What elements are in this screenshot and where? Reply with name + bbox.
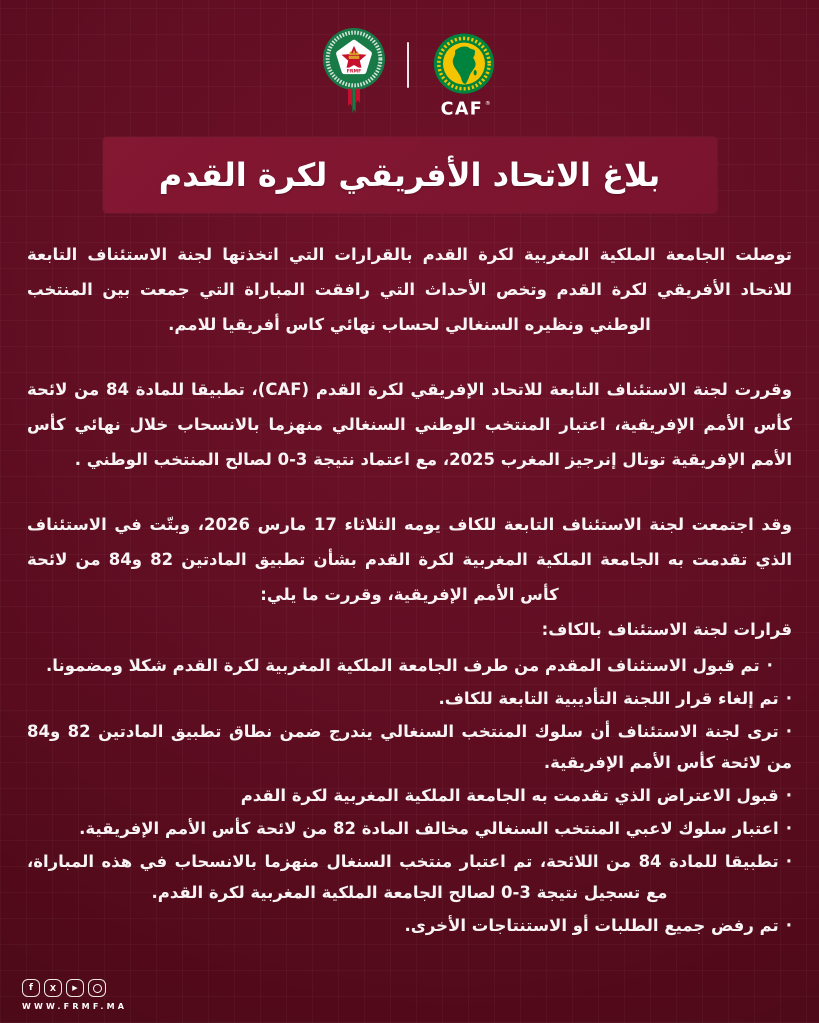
logo-divider [407,42,409,88]
decision-item [27,650,792,681]
decision-text: ترى لجنة الاستئناف أن سلوك المنتخب السنغالي يندرج ضمن نطاق تطبيق المادتين 82 و84 من لائحة كأس الأمم الإفريقية. [27,722,792,772]
caf-logo-label: CAF [440,99,483,119]
youtube-icon[interactable]: ▶ [66,979,84,997]
decision-text: تم رفض جميع الطلبات أو الاستنتاجات الأخرى. [404,916,779,935]
statement-body [27,237,792,941]
bullet-marker: · [785,819,792,838]
paragraph-3: وقد اجتمعت لجنة الاستئناف التابعة للكاف يومه الثلاثاء 17 مارس 2026، وبتّت في الاستئناف الذي تقدمت به الجامعة الملكية المغربية لكرة القدم بشأن تطبيق المادتين 82 و84 من لائحة كأس الأمم الإفريقية، وقررت ما يلي: [27,515,792,604]
bullet-marker: · [785,916,792,935]
page-title: بلاغ الاتحاد الأفريقي لكرة القدم [158,156,661,194]
paragraph-1: توصلت الجامعة الملكية المغربية لكرة القدم بالقرارات التي اتخذتها لجنة الاستئناف التابعة للاتحاد الأفريقي لكرة القدم وتخص الأحداث التي رافقت المباراة التي جمعت بين المنتخب الوطني ونظيره السنغالي لحساب نهائي كاس أفريقيا للامم. [27,245,792,334]
decision-item [27,780,792,811]
frmf-logo-label: FRMF [346,69,361,75]
decisions-list [27,650,792,941]
header-logos [0,0,819,125]
caf-logo-icon [429,32,499,123]
caf-reg-mark: ® [484,100,491,107]
social-icons-row [22,979,127,997]
decision-text: قبول الاعتراض الذي تقدمت به الجامعة الملكية المغربية لكرة القدم [240,786,779,805]
decisions-heading: قرارات لجنة الاستئناف بالكاف: [541,620,792,639]
bullet-marker: · [785,852,792,871]
decision-text: تطبيقا للمادة 84 من اللائحة، تم اعتبار منتخب السنغال منهزما بالانسحاب في هذه المباراة، مع تسجيل نتيجة 3-0 لصالح الجامعة الملكية المغربية لكرة القدم. [27,852,779,902]
frmf-logo-icon [321,26,387,129]
title-banner [103,137,717,213]
bullet-marker: · [785,786,792,805]
bullet-marker: · [785,722,792,741]
website-url: WWW.FRMF.MA [22,1002,128,1011]
bullet-marker: · [766,656,773,675]
instagram-ring [93,984,102,993]
bullet-marker: · [785,689,792,708]
footer [22,979,127,1011]
paragraph-2: وقررت لجنة الاستئناف التابعة للاتحاد الإفريقي لكرة القدم (CAF)، تطبيقا للمادة 84 من لائحة كأس الأمم الإفريقية، اعتبار المنتخب الوطني السنغالي منهزما بالانسحاب خلال نهائي كأس الأمم الإفريقية توتال إنرجيز المغرب 2025، مع اعتماد نتيجة 3-0 لصالح المنتخب الوطني . [27,380,792,469]
decision-item [27,910,792,941]
facebook-icon[interactable]: f [22,979,40,997]
instagram-icon[interactable] [88,979,106,997]
decision-text: اعتبار سلوك لاعبي المنتخب السنغالي مخالف المادة 82 من لائحة كأس الأمم الإفريقية. [79,819,779,838]
decision-text: تم إلغاء قرار اللجنة التأديبية التابعة للكاف. [438,689,779,708]
decision-item [27,813,792,844]
decision-item [27,846,792,908]
decision-text: تم قبول الاستئناف المقدم من طرف الجامعة الملكية المغربية لكرة القدم شكلا ومضمونا. [46,656,760,675]
x-icon[interactable]: X [44,979,62,997]
decision-item [27,716,792,778]
decision-item [27,683,792,714]
